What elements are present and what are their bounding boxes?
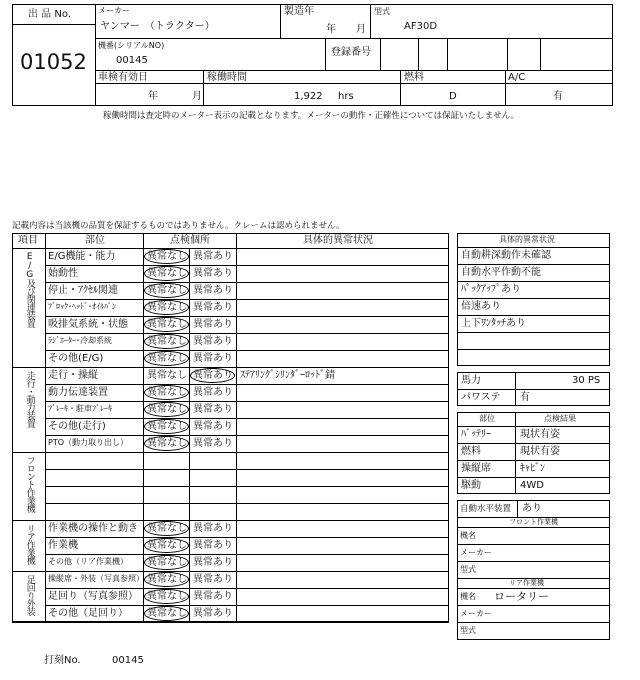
check-abnormal: 異常あり bbox=[193, 353, 233, 364]
check-normal: 異常なし bbox=[147, 285, 187, 296]
group-label: リア作業機 bbox=[24, 524, 35, 564]
check-abnormal: 異常あり bbox=[193, 370, 233, 381]
check-abnormal: 異常あり bbox=[193, 523, 233, 534]
check-abnormal: 異常あり bbox=[193, 285, 233, 296]
check-abnormal: 異常あり bbox=[193, 608, 233, 619]
check-normal: 異常なし bbox=[147, 438, 187, 449]
stamp-value: 00145 bbox=[112, 655, 144, 666]
inspection-month-unit: 月 bbox=[192, 91, 202, 102]
check-circle bbox=[144, 555, 189, 570]
check-normal: 異常なし bbox=[147, 404, 187, 415]
check-normal: 異常なし bbox=[147, 319, 187, 330]
check-circle bbox=[144, 283, 189, 298]
col-item-header: 項目 bbox=[18, 235, 38, 246]
abnormal-item: 上下ﾜﾝﾀｯﾁあり bbox=[461, 318, 526, 329]
check-circle bbox=[144, 351, 189, 366]
check-abnormal: 異常あり bbox=[193, 438, 233, 449]
attachment-field-label: 型式 bbox=[460, 565, 476, 574]
check-abnormal: 異常あり bbox=[193, 574, 233, 585]
check-normal: 異常なし bbox=[147, 387, 187, 398]
check-circle bbox=[144, 436, 189, 451]
result-value: ｷｬﾋﾞﾝ bbox=[520, 463, 545, 474]
registration-label: 登録番号 bbox=[331, 47, 371, 58]
hours-note: 稼働時間は査定時のメーター表示の記載となります。メーターの動作・正確性については保証いたしません。 bbox=[103, 111, 520, 121]
serial-value: 00145 bbox=[116, 55, 148, 66]
inspection-year-unit: 年 bbox=[148, 91, 158, 102]
check-abnormal: 異常あり bbox=[193, 387, 233, 398]
check-normal: 異常なし bbox=[147, 523, 187, 534]
part-label: 作業機 bbox=[48, 540, 78, 551]
check-normal: 異常なし bbox=[147, 557, 187, 568]
fuel-value: D bbox=[449, 91, 457, 102]
check-abnormal: 異常あり bbox=[193, 421, 233, 432]
fuel-label: 燃料 bbox=[404, 72, 424, 83]
col-part-header: 部位 bbox=[85, 235, 105, 246]
part-label: その他（リア作業機） bbox=[48, 557, 128, 566]
check-normal: 異常なし bbox=[147, 591, 187, 602]
result-part: 燃料 bbox=[461, 446, 481, 457]
stamp-label: 打刻No. bbox=[44, 655, 81, 666]
attachment-field-label: メーカー bbox=[460, 609, 492, 618]
attachment-field-label: メーカー bbox=[460, 548, 492, 557]
inspection-label: 車検有効日 bbox=[98, 72, 148, 83]
result-col-result: 点検結果 bbox=[544, 414, 576, 423]
maker-value: ヤンマー （トラクター） bbox=[100, 21, 215, 32]
check-circle bbox=[144, 385, 189, 400]
check-circle bbox=[144, 334, 189, 349]
check-normal: 異常なし bbox=[147, 574, 187, 585]
check-abnormal: 異常あり bbox=[193, 302, 233, 313]
attachment-title: リア作業機 bbox=[509, 579, 544, 587]
check-circle bbox=[144, 402, 189, 417]
check-circle bbox=[144, 521, 189, 536]
auto-level-label: 自動水平装置 bbox=[460, 504, 512, 514]
abnormal-item: 自動水平作動不能 bbox=[461, 267, 541, 278]
check-circle bbox=[144, 589, 189, 604]
hours-value: 1,922 bbox=[294, 91, 323, 102]
check-circle bbox=[144, 249, 189, 264]
check-normal: 異常なし bbox=[147, 353, 187, 364]
serial-label: 機番(シリアルNO) bbox=[98, 41, 165, 50]
check-normal: 異常なし bbox=[147, 421, 187, 432]
part-label: ﾌﾞﾛｯｸ･ﾍｯﾄﾞ･ｵｲﾙﾊﾟﾝ bbox=[48, 302, 116, 311]
result-part: 操縦席 bbox=[461, 463, 491, 474]
check-circle bbox=[144, 317, 189, 332]
detail-text: ｽﾃｱﾘﾝｸﾞｼﾘﾝﾀﾞｰﾛｯﾄﾞ錆 bbox=[240, 370, 335, 381]
part-label: PTO（動力取り出し） bbox=[48, 438, 129, 447]
check-abnormal: 異常あり bbox=[193, 251, 233, 262]
auto-level-value: あり bbox=[522, 503, 542, 514]
check-normal: 異常なし bbox=[147, 336, 187, 347]
check-abnormal: 異常あり bbox=[193, 540, 233, 551]
part-label: ﾌﾞﾚｰｷ・駐車ﾌﾞﾚｰｷ bbox=[48, 404, 112, 413]
part-label: 操縦席・外装（写真参照） bbox=[48, 574, 144, 583]
check-normal: 異常なし bbox=[147, 608, 187, 619]
abnormal-title: 具体的異常状況 bbox=[499, 235, 555, 244]
group-label: E/G及び関連装置 bbox=[24, 252, 35, 327]
year-unit: 年 bbox=[326, 24, 336, 35]
powersteer-label: パワステ bbox=[461, 392, 501, 403]
lot-number-label: 出 品 No. bbox=[28, 9, 71, 20]
col-check-header: 点検個所 bbox=[170, 235, 210, 246]
hours-unit: hrs bbox=[338, 91, 354, 102]
part-label: ﾗｼﾞｴｰﾀｰ･冷却系統 bbox=[48, 336, 112, 345]
check-circle bbox=[144, 572, 189, 587]
result-col-part: 部位 bbox=[479, 414, 495, 423]
attachment-title: フロント作業機 bbox=[509, 518, 558, 526]
check-abnormal: 異常あり bbox=[193, 319, 233, 330]
check-normal: 異常なし bbox=[147, 268, 187, 279]
part-label: 足回り（写真参照） bbox=[48, 591, 138, 602]
part-label: 作業機の操作と動き bbox=[48, 523, 138, 534]
part-label: 動力伝達装置 bbox=[48, 387, 108, 398]
hours-label: 稼働時間 bbox=[207, 72, 247, 83]
check-circle bbox=[190, 368, 235, 383]
part-label: その他（足回り） bbox=[48, 608, 128, 619]
part-label: 吸排気系統・状態 bbox=[48, 319, 128, 330]
check-circle bbox=[144, 419, 189, 434]
part-label: E/G機能・能力 bbox=[48, 251, 116, 262]
part-label: その他(走行) bbox=[48, 421, 106, 432]
check-abnormal: 異常あり bbox=[193, 557, 233, 568]
power-label: 馬力 bbox=[461, 375, 481, 386]
result-part: ﾊﾞｯﾃﾘｰ bbox=[461, 429, 491, 440]
maker-label: メーカー bbox=[98, 6, 130, 15]
month-unit: 月 bbox=[356, 24, 366, 35]
ac-value: 有 bbox=[553, 91, 563, 102]
part-label: 停止・ｱｸｾﾙ関連 bbox=[48, 285, 118, 296]
abnormal-item: 自動耕深動作未確認 bbox=[461, 250, 551, 261]
check-circle bbox=[144, 538, 189, 553]
check-normal: 異常なし bbox=[147, 370, 187, 381]
result-value: 4WD bbox=[520, 480, 544, 491]
abnormal-item: 倍速あり bbox=[461, 301, 501, 312]
part-label: 走行・操縦 bbox=[48, 370, 98, 381]
check-abnormal: 異常あり bbox=[193, 336, 233, 347]
check-circle bbox=[144, 266, 189, 281]
result-value: 現状有姿 bbox=[520, 446, 560, 457]
attachment-field-label: 型式 bbox=[460, 626, 476, 635]
check-normal: 異常なし bbox=[147, 251, 187, 262]
group-label: 足回り外装 bbox=[24, 575, 35, 615]
powersteer-value: 有 bbox=[520, 392, 530, 403]
check-circle bbox=[144, 606, 189, 621]
col-detail-header: 具体的異常状況 bbox=[303, 235, 373, 246]
part-label: 始動性 bbox=[48, 268, 78, 279]
lot-number: 01052 bbox=[20, 50, 87, 74]
abnormal-item: ﾊﾟｯｸｱｯﾌﾟあり bbox=[461, 284, 521, 295]
attachment-field-label: 機名 bbox=[460, 531, 476, 540]
attachment-field-value: ロータリー bbox=[494, 590, 549, 603]
attachment-field-label: 機名 bbox=[460, 592, 476, 601]
group-label: フロント作業機 bbox=[24, 456, 35, 512]
power-value: 30 PS bbox=[572, 375, 601, 386]
result-value: 現状有姿 bbox=[520, 429, 560, 440]
group-label: 走行・動力装置 bbox=[24, 371, 35, 427]
disclaimer: 記載内容は当該機の品質を保証するものではありません。クレームは認められません。 bbox=[12, 221, 345, 231]
model-value: AF30D bbox=[404, 21, 438, 32]
check-abnormal: 異常あり bbox=[193, 268, 233, 279]
check-abnormal: 異常あり bbox=[193, 591, 233, 602]
model-label: 型式 bbox=[374, 7, 390, 16]
year-label: 製造年 bbox=[284, 6, 314, 17]
ac-label: A/C bbox=[508, 72, 526, 83]
part-label: その他(E/G) bbox=[48, 353, 104, 364]
check-abnormal: 異常あり bbox=[193, 404, 233, 415]
check-circle bbox=[144, 300, 189, 315]
check-normal: 異常なし bbox=[147, 540, 187, 551]
check-normal: 異常なし bbox=[147, 302, 187, 313]
result-part: 駆動 bbox=[461, 480, 481, 491]
